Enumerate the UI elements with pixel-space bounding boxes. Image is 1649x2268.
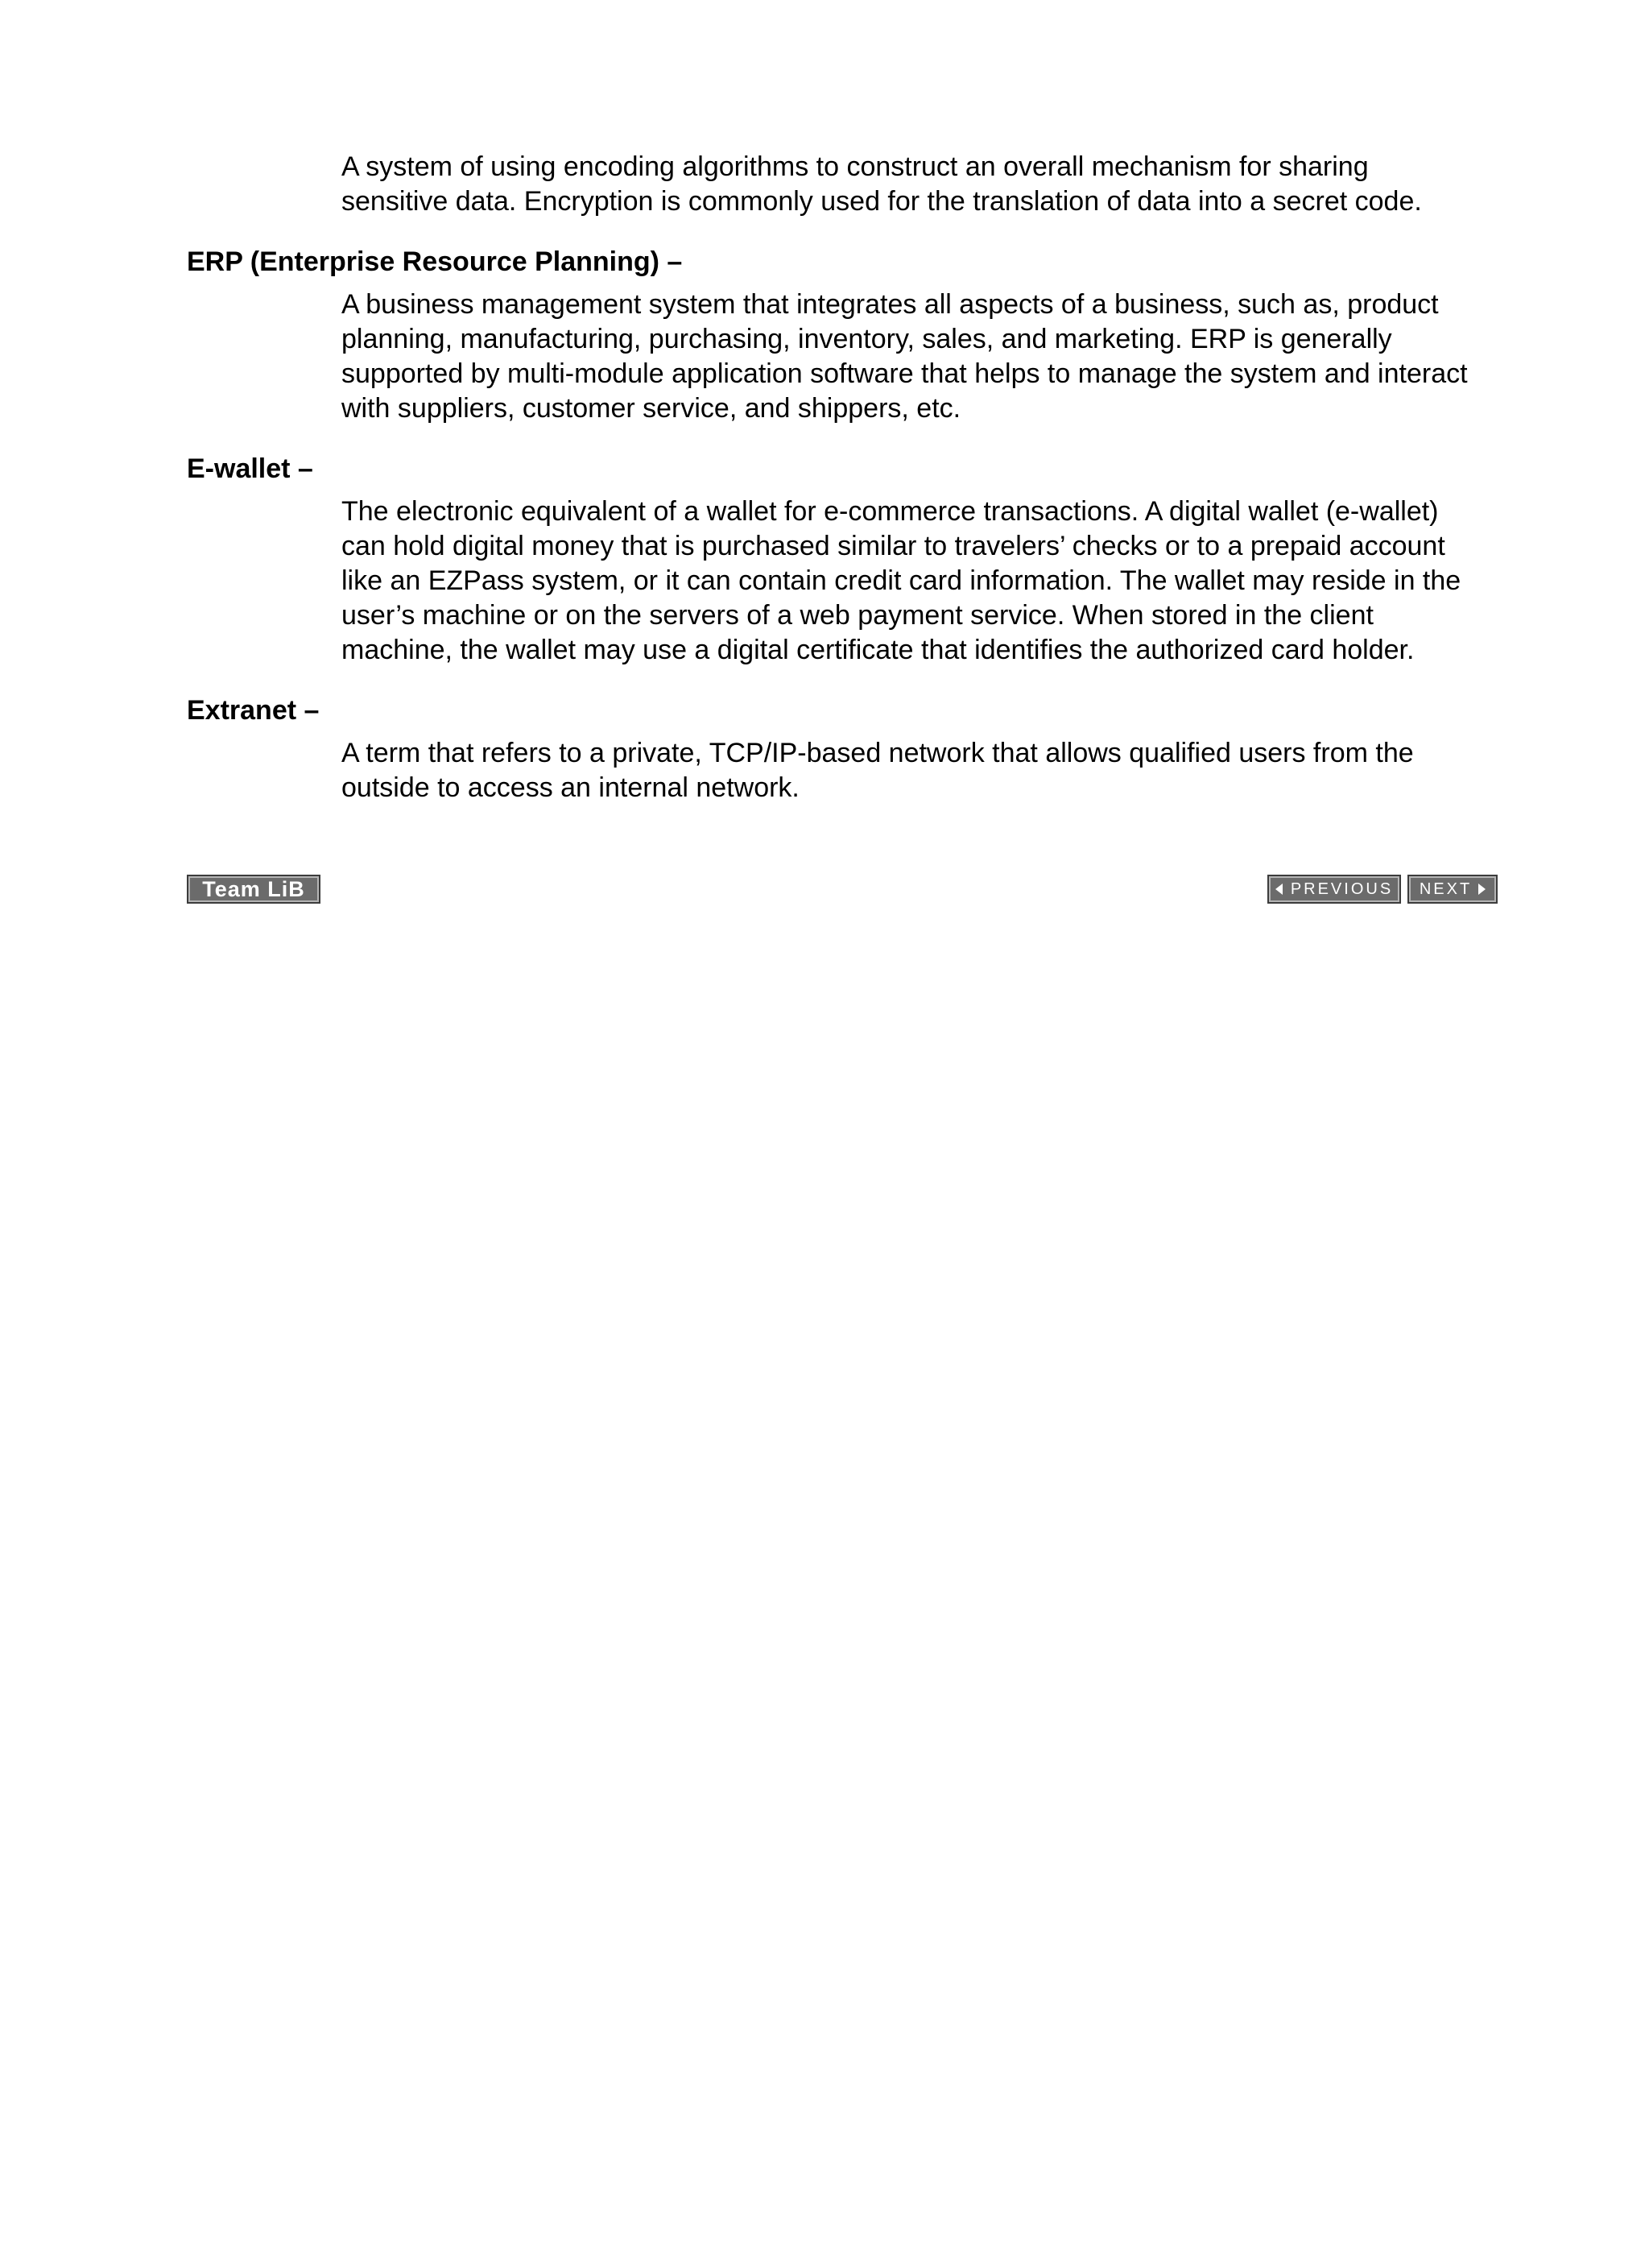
triangle-left-icon (1275, 884, 1283, 895)
glossary-term-ewallet: E-wallet – (187, 453, 313, 484)
team-lib-label: Team LiB (202, 876, 305, 901)
glossary-definition-ewallet: The electronic equivalent of a wallet for e-commerce transactions. A digital wallet (e-wallet) can hold digital money that is purchased similar to travelers’ checks or to a prepaid account like an EZPass system, or it can contain credit card information. The wallet may reside in the user’s machine or on the servers of a web payment service. When stored in the client machine, the wallet may use a digital certificate that identifies the authorized card holder. (341, 496, 1461, 665)
triangle-right-icon (1478, 884, 1486, 895)
next-label: NEXT (1419, 879, 1473, 898)
glossary-term-extranet: Extranet – (187, 695, 320, 726)
next-button[interactable] (1407, 875, 1498, 904)
previous-button[interactable] (1267, 875, 1401, 904)
glossary-definition-extranet: A term that refers to a private, TCP/IP-based network that allows qualified users from the outside to access an internal network. (341, 738, 1414, 803)
glossary-entry-extranet (187, 693, 1491, 805)
glossary-term-erp: ERP (Enterprise Resource Planning) – (187, 246, 683, 277)
team-lib-button[interactable] (187, 875, 320, 904)
page-navigation (187, 875, 1498, 907)
encryption-definition: A system of using encoding algorithms to construct an overall mechanism for sharing sensitive data. Encryption is commonly used for the translation of data into a secret code. (341, 151, 1422, 217)
glossary-entry-ewallet (187, 452, 1491, 668)
glossary-content (187, 150, 1491, 831)
glossary-entry-erp (187, 245, 1491, 426)
previous-label: PREVIOUS (1290, 879, 1394, 898)
glossary-definition-erp: A business management system that integrates all aspects of a business, such as, product planning, manufacturing, purchasing, inventory, sales, and marketing. ERP is generally supported by multi-module application software that helps to manage the system and interact with suppliers, customer service, and shippers, etc. (341, 289, 1468, 424)
